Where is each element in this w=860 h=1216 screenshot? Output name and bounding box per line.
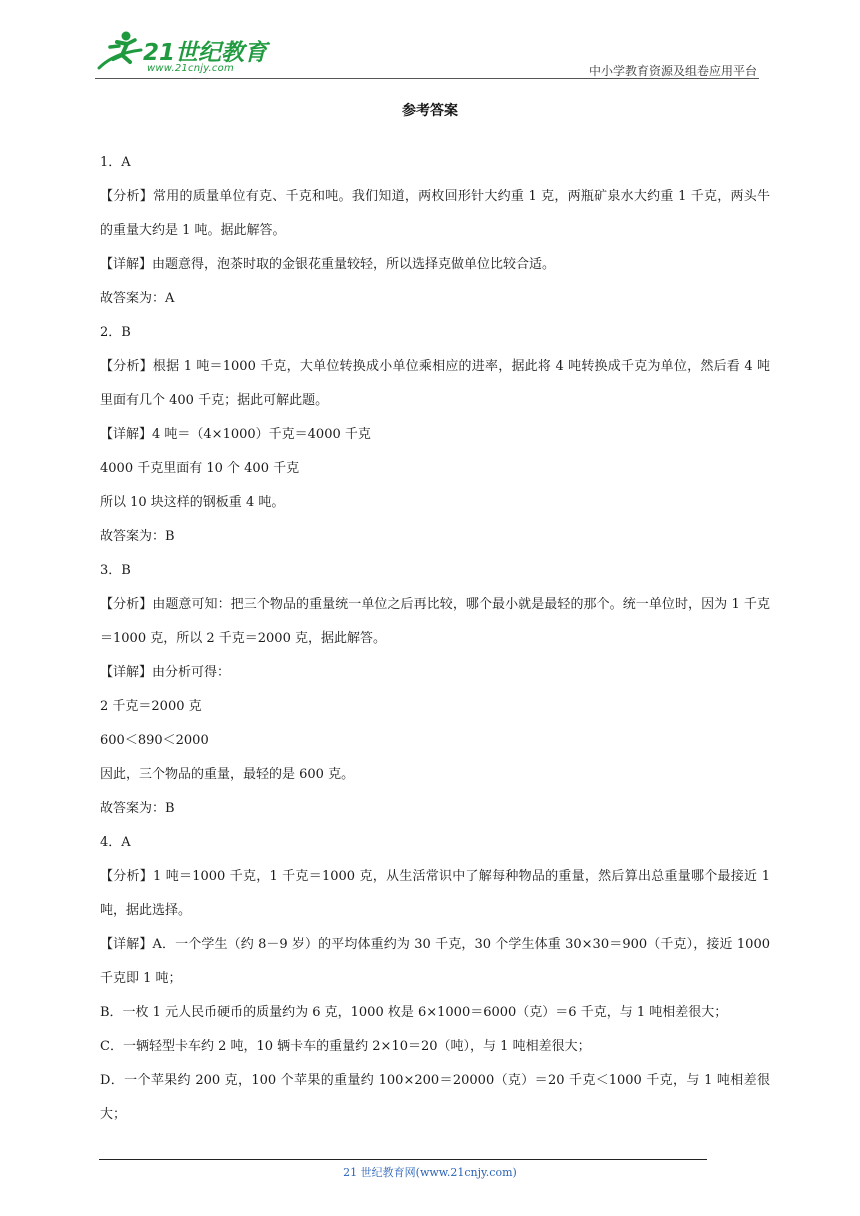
analysis-text: 【分析】根据 1 吨＝1000 千克，大单位转换成小单位乘相应的进率，据此将 4 吨转换成千克为单位，然后看 4 吨里面有几个 400 千克；据此可解此题。 (100, 359, 770, 408)
answer-number: 4．A (100, 835, 131, 850)
logo-url: www.21cnjy.com (147, 63, 234, 74)
detail-text: 【详解】由题意得，泡茶时取的金银花重量较轻，所以选择克做单位比较合适。 (100, 257, 556, 272)
platform-name: 中小学教育资源及组卷应用平台 (588, 64, 757, 78)
detail-text: 2 千克＝2000 克 (100, 699, 202, 714)
detail-text: 【详解】4 吨＝（4×1000）千克＝4000 千克 (100, 427, 371, 442)
detail-text: 所以 10 块这样的钢板重 4 吨。 (100, 495, 285, 510)
answer-content (100, 146, 770, 1132)
page-title: 参考答案 (402, 103, 458, 119)
footer-divider (99, 1159, 707, 1160)
detail-text: B．一枚 1 元人民币硬币的质量约为 6 克，1000 枚是 6×1000＝6000（克）＝6 千克，与 1 吨相差很大； (100, 1005, 728, 1020)
answer-number: 1．A (100, 155, 131, 170)
site-logo (95, 28, 295, 78)
analysis-text: 【分析】常用的质量单位有克、千克和吨。我们知道，两枚回形针大约重 1 克，两瓶矿泉水大约重 1 千克，两头牛的重量大约是 1 吨。据此解答。 (100, 189, 770, 238)
detail-text: 600＜890＜2000 (100, 733, 209, 748)
detail-text: 因此，三个物品的重量，最轻的是 600 克。 (100, 767, 355, 782)
answer-number: 2．B (100, 325, 131, 340)
answer-text: 故答案为：A (100, 291, 175, 306)
answer-number: 3．B (100, 563, 131, 578)
runner-icon (95, 28, 145, 78)
analysis-text: 【分析】1 吨＝1000 千克，1 千克＝1000 克，从生活常识中了解每种物品的重量，然后算出总重量哪个最接近 1 吨，据此选择。 (100, 869, 770, 918)
answer-text: 故答案为：B (100, 801, 175, 816)
detail-text: 【详解】A．一个学生（约 8－9 岁）的平均体重约为 30 千克，30 个学生体重 30×30＝900（千克），接近 1000 千克即 1 吨； (100, 937, 770, 986)
answer-text: 故答案为：B (100, 529, 175, 544)
page-header (95, 28, 759, 80)
detail-text: 4000 千克里面有 10 个 400 千克 (100, 461, 300, 476)
logo-text: 21世纪教育 (143, 40, 268, 66)
footer-source[interactable]: 21 世纪教育网(www.21cnjy.com) (343, 1166, 517, 1179)
detail-text: C．一辆轻型卡车约 2 吨，10 辆卡车的重量约 2×10＝20（吨），与 1 吨相差很大； (100, 1039, 591, 1054)
header-divider (95, 78, 759, 79)
analysis-text: 【分析】由题意可知：把三个物品的重量统一单位之后再比较，哪个最小就是最轻的那个。统一单位时，因为 1 千克＝1000 克，所以 2 千克＝2000 克，据此解答。 (100, 597, 770, 646)
detail-text: D．一个苹果约 200 克，100 个苹果的重量约 100×200＝20000（克）＝20 千克＜1000 千克，与 1 吨相差很大； (100, 1073, 770, 1122)
detail-text: 【详解】由分析可得： (100, 665, 231, 680)
